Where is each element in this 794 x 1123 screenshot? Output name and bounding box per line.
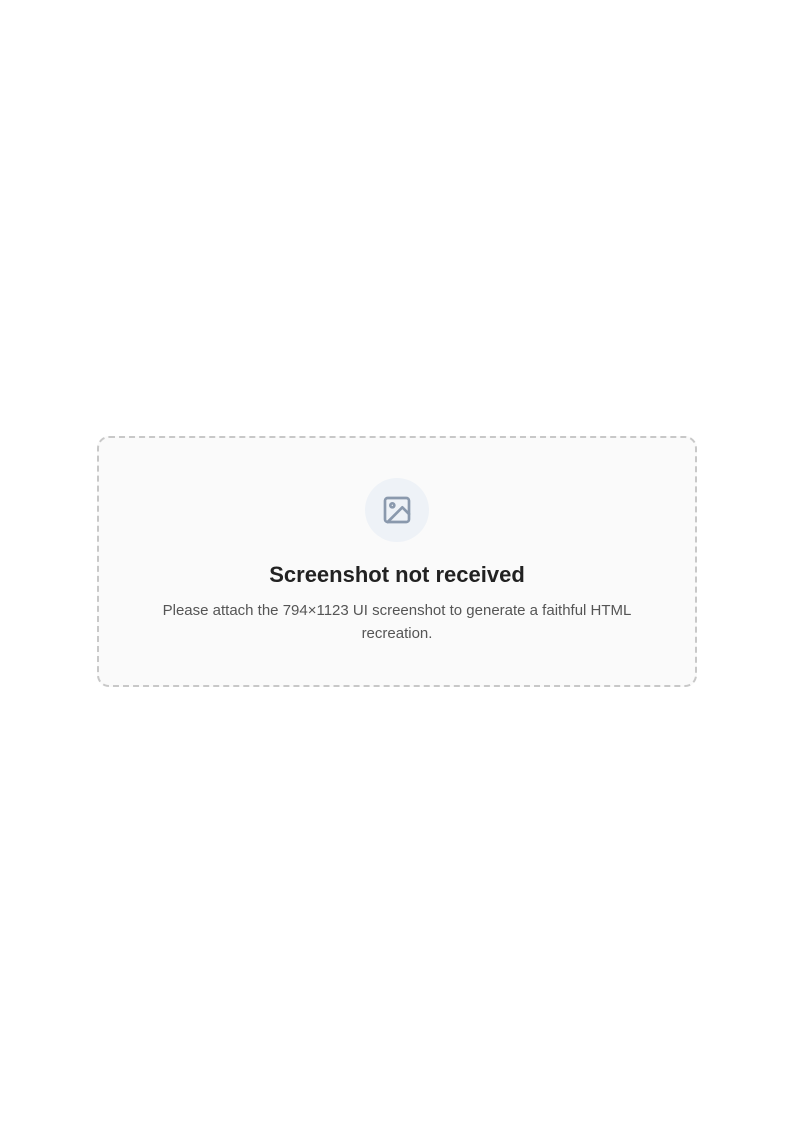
placeholder-card	[97, 436, 697, 687]
placeholder-title: Screenshot not received	[269, 562, 525, 587]
placeholder-message: Please attach the 794×1123 UI screenshot to generate a faithful HTML recreation.	[162, 602, 632, 642]
image-missing-icon	[365, 478, 429, 542]
